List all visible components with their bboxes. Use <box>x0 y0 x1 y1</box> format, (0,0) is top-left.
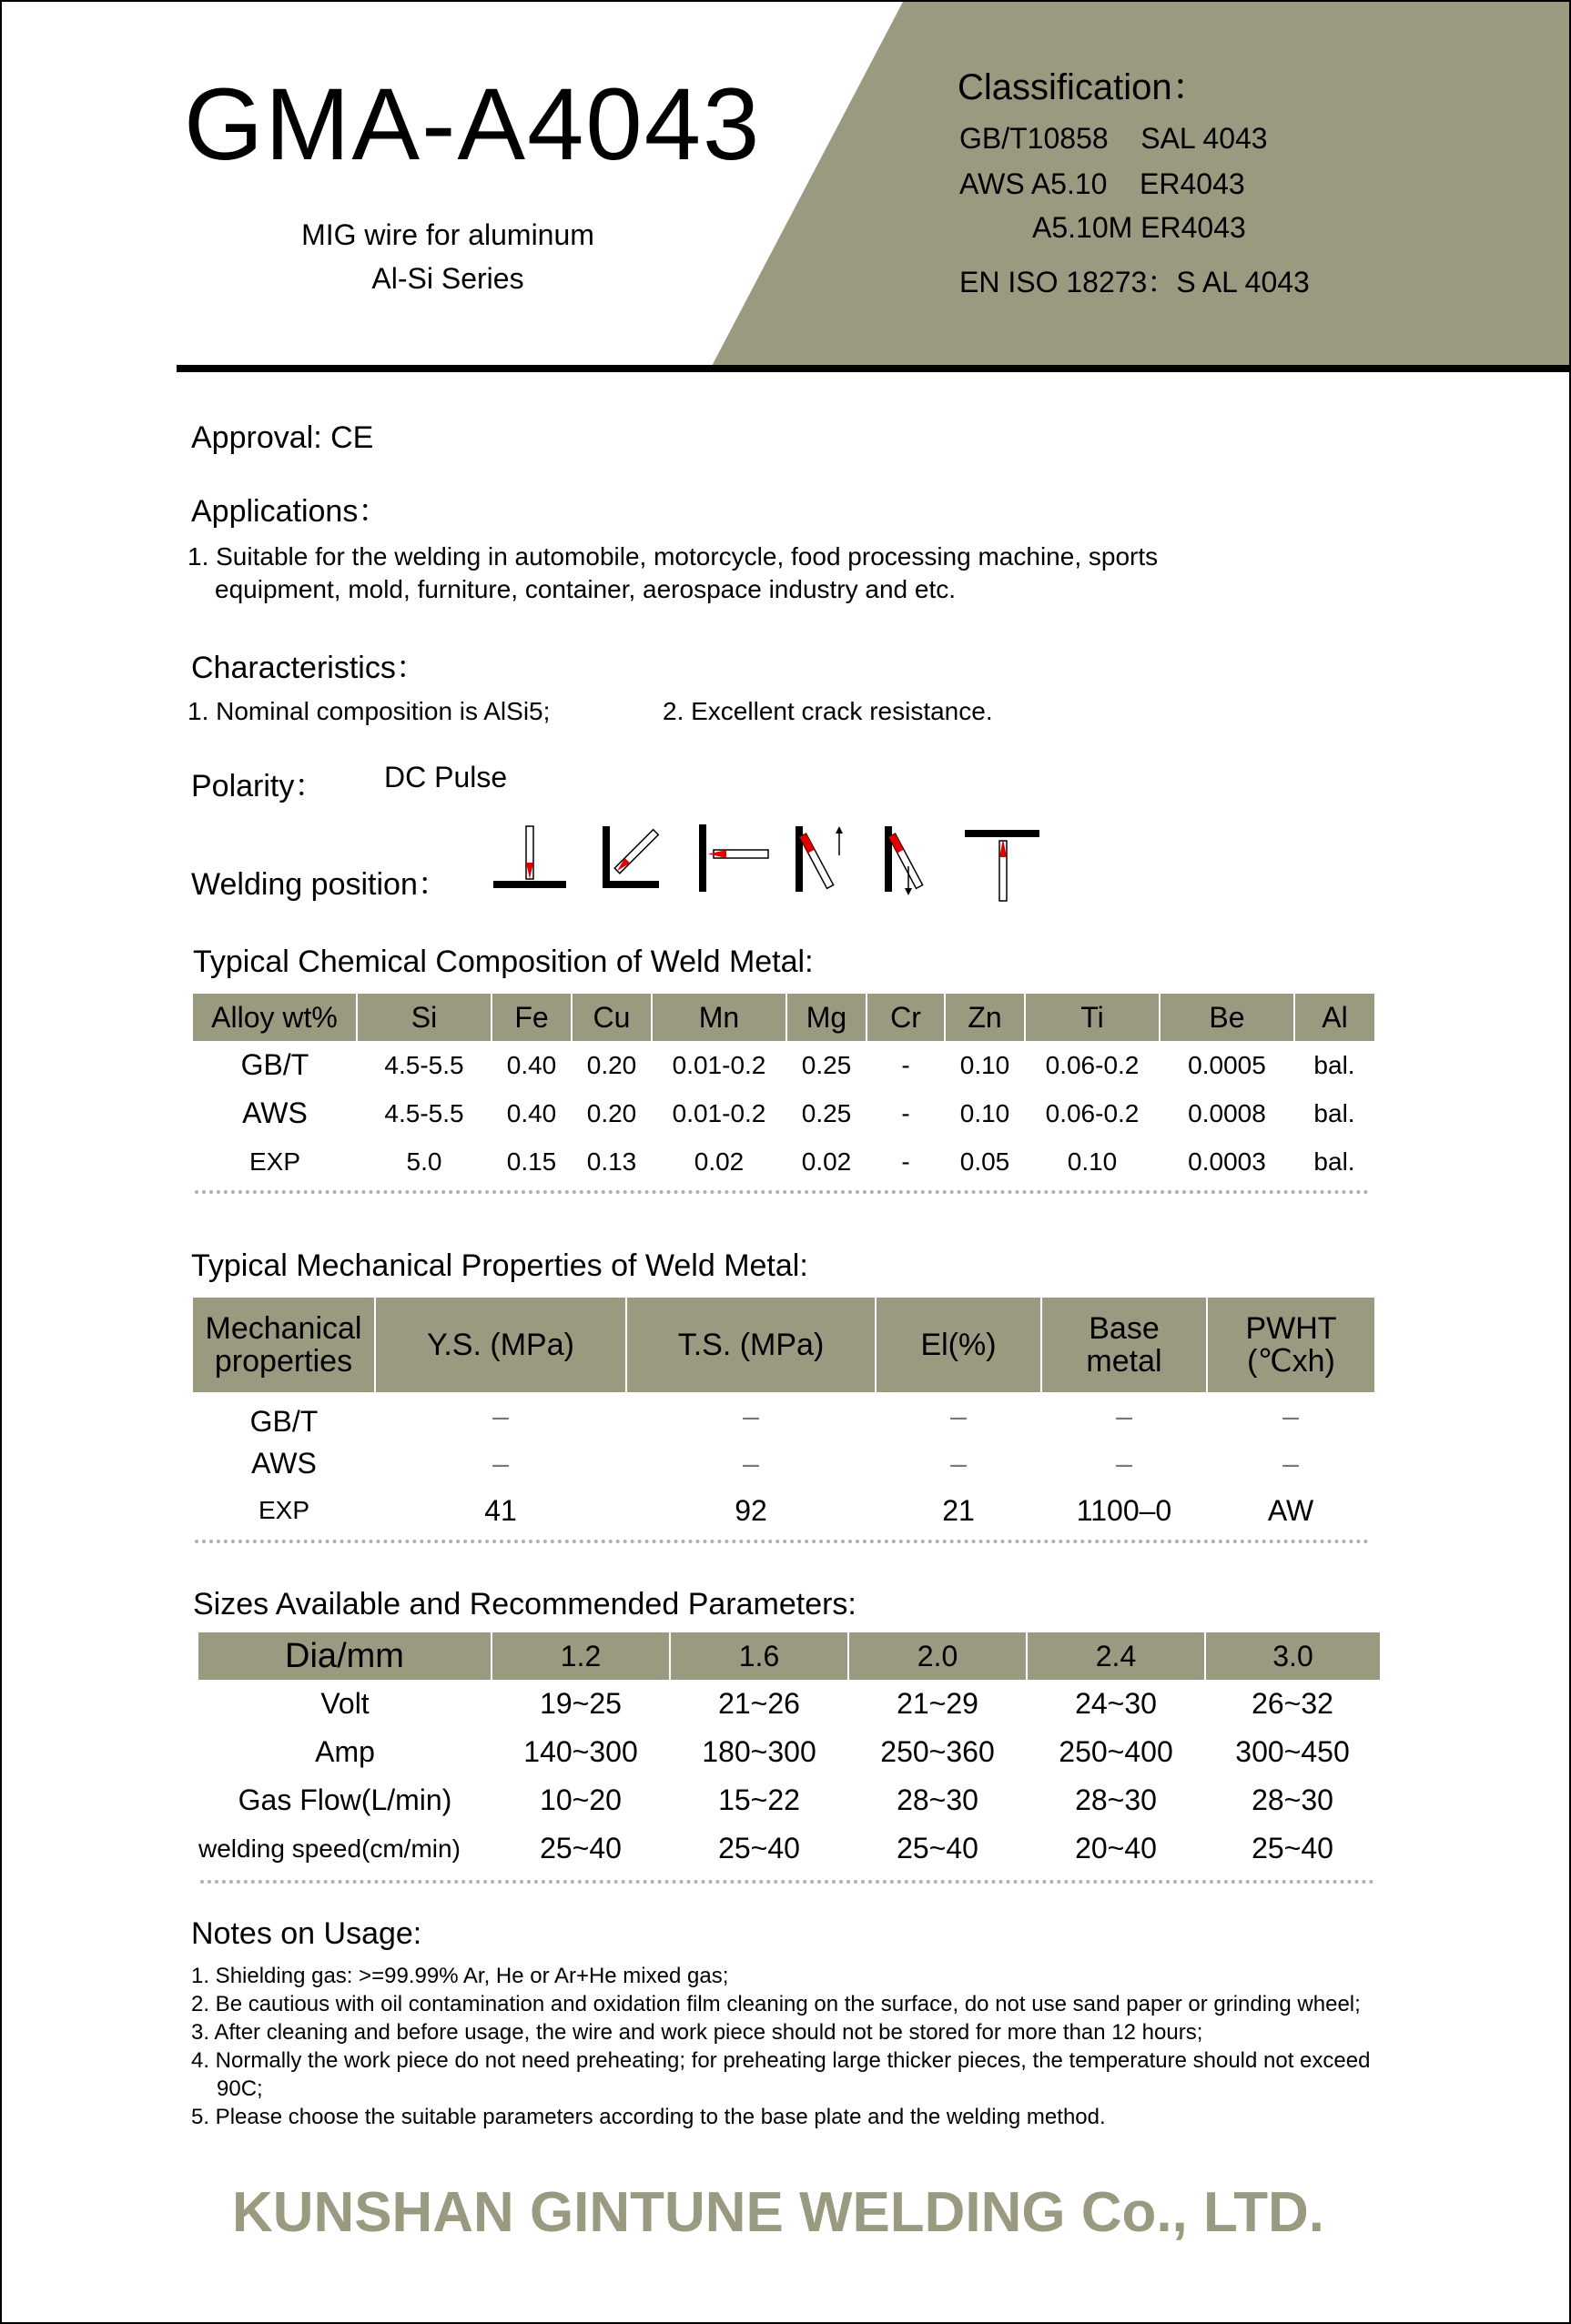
note-item: 1. Shielding gas: >=99.99% Ar, He or Ar+He mixed gas; <box>191 1964 729 1988</box>
chemical-dotted-divider <box>195 1190 1369 1194</box>
sizes-header: 1.6 <box>670 1632 848 1680</box>
table-cell: AWS <box>242 1096 308 1129</box>
header-line: properties <box>214 1344 353 1379</box>
table-cell: 25~40 <box>897 1832 978 1864</box>
table-row <box>193 1089 1374 1137</box>
product-subtitle-line1: MIG wire for aluminum <box>301 218 594 251</box>
polarity-value: DC Pulse <box>384 761 508 793</box>
table-cell: 0.15 <box>506 1147 557 1176</box>
table-row <box>198 1824 1380 1873</box>
header-background <box>2 2 1569 369</box>
table-cell: 1100–0 <box>1076 1493 1172 1527</box>
table-cell: 0.10 <box>1067 1147 1118 1176</box>
chemical-header: Mg <box>786 994 867 1041</box>
table-cell: – <box>492 1446 509 1480</box>
header-line: T.S. (MPa) <box>677 1328 825 1362</box>
table-cell: - <box>901 1147 910 1176</box>
chemical-header: Fe <box>492 994 572 1041</box>
table-cell: GB/T <box>240 1048 309 1081</box>
table-cell: – <box>1116 1399 1132 1432</box>
approval-row <box>191 420 373 456</box>
mechanical-table <box>193 1298 1374 1534</box>
table-cell: 25~40 <box>718 1832 800 1864</box>
notes-list <box>191 1962 1420 2131</box>
company-name: KUNSHAN GINTUNE WELDING Co., LTD. <box>232 2181 1324 2242</box>
mechanical-title: Typical Mechanical Properties of Weld Metal: <box>191 1248 808 1283</box>
table-cell: 92 <box>735 1493 767 1527</box>
table-cell: – <box>1282 1399 1299 1432</box>
table-cell: – <box>950 1446 967 1480</box>
note-item: 3. After cleaning and before usage, the wire and work piece should not be stored for more than 12 hours; <box>191 2020 1203 2045</box>
header-line: (℃xh) <box>1247 1344 1335 1379</box>
classification-gbt: GB/T10858 SAL 4043 <box>959 122 1268 155</box>
table-cell: 24~30 <box>1075 1687 1157 1720</box>
table-cell: 28~30 <box>1252 1783 1333 1816</box>
table-cell: 26~32 <box>1252 1687 1333 1720</box>
chemical-header: Zn <box>945 994 1025 1041</box>
chemical-header-row <box>193 994 1374 1041</box>
approval-label: Approval: <box>191 420 322 455</box>
mechanical-header <box>1207 1298 1374 1392</box>
table-cell: 21~26 <box>718 1687 800 1720</box>
table-cell: bal. <box>1313 1098 1355 1127</box>
table-cell: EXP <box>248 1147 301 1176</box>
table-cell: 10~20 <box>540 1783 622 1816</box>
sizes-header: Dia/mm <box>198 1632 492 1680</box>
product-subtitle-line2: Al-Si Series <box>371 262 524 295</box>
mechanical-header-row <box>193 1298 1374 1392</box>
table-cell: 180~300 <box>702 1735 816 1768</box>
table-cell: 0.05 <box>959 1147 1010 1176</box>
flat-position-icon <box>493 826 566 888</box>
table-row <box>193 1487 1374 1534</box>
sizes-header-row <box>198 1632 1380 1680</box>
table-cell: Volt <box>320 1687 370 1720</box>
mechanical-header <box>626 1298 876 1392</box>
table-cell: 250~400 <box>1059 1735 1173 1768</box>
sizes-dotted-divider <box>200 1880 1374 1884</box>
mechanical-header <box>375 1298 626 1392</box>
table-cell: 19~25 <box>540 1687 622 1720</box>
header-line: PWHT <box>1245 1311 1337 1346</box>
table-cell: 0.06-0.2 <box>1045 1098 1140 1127</box>
table-cell: 0.01-0.2 <box>672 1098 766 1127</box>
table-cell: 41 <box>484 1493 517 1527</box>
sizes-title: Sizes Available and Recommended Parameters: <box>193 1587 856 1622</box>
table-cell: 0.10 <box>959 1050 1010 1079</box>
horizontal-fillet-icon <box>603 826 659 888</box>
classification-en-iso: EN ISO 18273：S AL 4043 <box>959 266 1310 298</box>
note-item: 2. Be cautious with oil contamination and oxidation film cleaning on the surface, do not use sand paper or grinding wheel; <box>191 1992 1361 2016</box>
table-cell: – <box>1116 1446 1132 1480</box>
table-cell: 28~30 <box>897 1783 978 1816</box>
table-cell: 0.25 <box>801 1050 852 1079</box>
chemical-header: Si <box>357 994 492 1041</box>
polarity-label: Polarity： <box>191 769 326 803</box>
table-cell: 0.0005 <box>1188 1050 1266 1079</box>
mechanical-dotted-divider <box>195 1540 1369 1543</box>
table-cell: bal. <box>1313 1050 1355 1079</box>
chemical-header: Be <box>1160 994 1294 1041</box>
table-cell: 15~22 <box>718 1783 800 1816</box>
mechanical-header <box>1041 1298 1207 1392</box>
notes-title: Notes on Usage: <box>191 1916 422 1951</box>
table-cell: 20~40 <box>1075 1832 1157 1864</box>
table-cell: 0.02 <box>801 1147 852 1176</box>
characteristics-title: Characteristics： <box>191 651 427 685</box>
product-code: GMA-A4043 <box>184 67 762 181</box>
table-cell: 25~40 <box>540 1832 622 1864</box>
table-cell: bal. <box>1313 1147 1355 1176</box>
welding-position-icons <box>492 823 1047 904</box>
sizes-header: 2.0 <box>848 1632 1027 1680</box>
overhead-position-icon <box>965 830 1039 901</box>
note-item: 4. Normally the work piece do not need preheating; for preheating large thicker pieces, the temperature should not exceed 90C; <box>191 2048 1371 2101</box>
approval-value: CE <box>330 420 374 455</box>
chemical-header: Ti <box>1025 994 1160 1041</box>
header-line: Y.S. (MPa) <box>427 1328 574 1362</box>
header-line: Base <box>1089 1311 1160 1346</box>
table-cell: 25~40 <box>1252 1832 1333 1864</box>
table-cell: 21 <box>942 1493 975 1527</box>
header-line: El(%) <box>920 1328 997 1362</box>
table-cell: 0.0003 <box>1188 1147 1266 1176</box>
header-divider <box>177 365 1569 372</box>
table-row <box>193 1137 1374 1186</box>
mechanical-header <box>193 1298 375 1392</box>
characteristic-item-2: 2. Excellent crack resistance. <box>663 697 993 725</box>
characteristic-item-1: 1. Nominal composition is AlSi5; <box>188 697 551 725</box>
table-cell: 4.5-5.5 <box>384 1098 464 1127</box>
table-cell: 0.20 <box>586 1098 637 1127</box>
chemical-table <box>193 994 1374 1186</box>
chemical-header: Alloy wt% <box>193 994 357 1041</box>
table-cell: 0.13 <box>586 1147 637 1176</box>
table-cell: AWS <box>251 1446 317 1480</box>
table-row <box>198 1728 1380 1776</box>
table-row <box>193 1440 1374 1487</box>
sizes-header: 2.4 <box>1027 1632 1205 1680</box>
table-cell: Gas Flow(L/min) <box>238 1783 452 1816</box>
chemical-header: Mn <box>652 994 786 1041</box>
table-cell: welding speed(cm/min) <box>198 1834 461 1863</box>
note-item: 5. Please choose the suitable parameters according to the base plate and the welding method. <box>191 2105 1106 2129</box>
vertical-down-icon <box>885 826 923 895</box>
table-cell: 0.06-0.2 <box>1045 1050 1140 1079</box>
applications-line2: equipment, mold, furniture, container, aerospace industry and etc. <box>215 575 957 603</box>
table-cell: – <box>743 1399 759 1432</box>
table-cell: 0.02 <box>694 1147 745 1176</box>
table-cell: 0.01-0.2 <box>672 1050 766 1079</box>
classification-aws: AWS A5.10 ER4043 <box>959 167 1245 200</box>
table-cell: – <box>1282 1446 1299 1480</box>
table-cell: GB/T <box>249 1404 319 1438</box>
vertical-up-icon <box>796 826 843 892</box>
table-cell: Amp <box>315 1735 375 1768</box>
table-cell: 0.20 <box>586 1050 637 1079</box>
horizontal-position-icon <box>699 824 768 892</box>
table-cell: 0.0008 <box>1188 1098 1266 1127</box>
classification-aws-metric: A5.10M ER4043 <box>1032 211 1246 244</box>
table-cell: 4.5-5.5 <box>384 1050 464 1079</box>
classification-title: Classification： <box>958 67 1209 107</box>
table-cell: – <box>743 1446 759 1480</box>
table-cell: 0.10 <box>959 1098 1010 1127</box>
chemical-title: Typical Chemical Composition of Weld Metal: <box>193 945 814 979</box>
chemical-header: Cu <box>572 994 652 1041</box>
welding-position-label: Welding position： <box>191 867 449 902</box>
mechanical-header <box>876 1298 1041 1392</box>
table-cell: – <box>950 1399 967 1432</box>
table-cell: 0.25 <box>801 1098 852 1127</box>
table-cell: 250~360 <box>880 1735 995 1768</box>
table-cell: - <box>901 1098 910 1127</box>
table-row <box>198 1776 1380 1824</box>
table-cell: - <box>901 1050 910 1079</box>
header-line: metal <box>1086 1344 1162 1379</box>
sizes-table <box>198 1632 1380 1873</box>
table-row <box>198 1680 1380 1728</box>
chemical-header: Cr <box>867 994 945 1041</box>
table-cell: AW <box>1267 1493 1314 1527</box>
table-row <box>193 1041 1374 1089</box>
table-cell: – <box>492 1399 509 1432</box>
applications-line1: 1. Suitable for the welding in automobile, motorcycle, food processing machine, sports <box>188 542 1159 571</box>
table-cell: EXP <box>258 1496 310 1524</box>
table-cell: 0.40 <box>506 1098 557 1127</box>
table-cell: 5.0 <box>406 1147 442 1176</box>
header-line: Mechanical <box>205 1311 362 1346</box>
sizes-header: 1.2 <box>492 1632 670 1680</box>
table-row <box>193 1392 1374 1440</box>
applications-title: Applications： <box>191 494 390 529</box>
table-cell: 140~300 <box>523 1735 638 1768</box>
table-cell: 0.40 <box>506 1050 557 1079</box>
chemical-header: Al <box>1294 994 1374 1041</box>
table-cell: 28~30 <box>1075 1783 1157 1816</box>
sizes-header: 3.0 <box>1205 1632 1380 1680</box>
table-cell: 21~29 <box>897 1687 978 1720</box>
table-cell: 300~450 <box>1235 1735 1350 1768</box>
company-name-logo <box>228 2178 1329 2242</box>
